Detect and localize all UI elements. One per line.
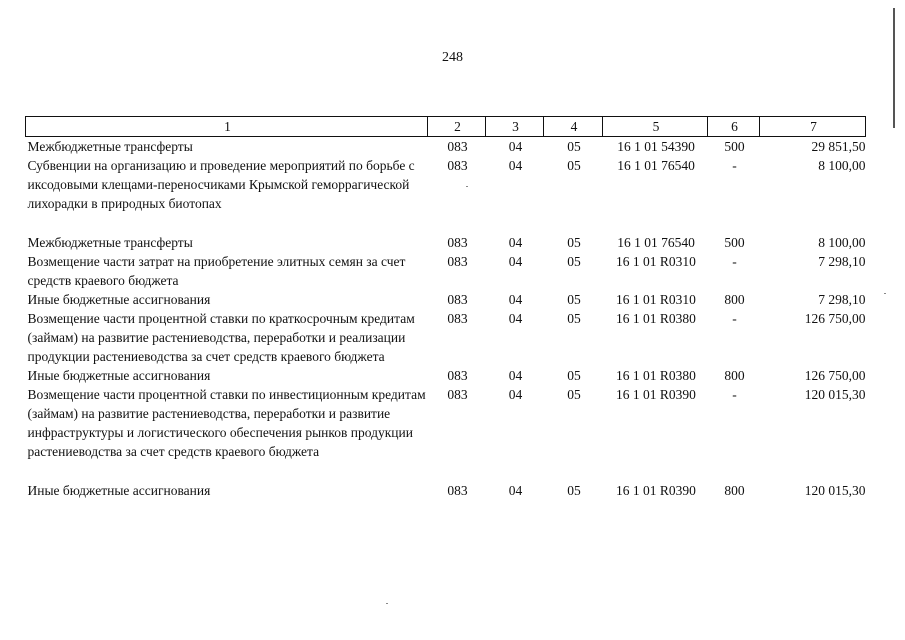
row-name: Иные бюджетные ассигнования bbox=[27, 368, 211, 383]
cell-c4: 05 bbox=[567, 235, 581, 250]
cell-c2: 083 bbox=[447, 235, 468, 250]
table-row bbox=[26, 290, 866, 309]
row-name: Межбюджетные трансферты bbox=[27, 139, 193, 154]
cell-c2: 083 bbox=[447, 387, 468, 402]
cell-c3: 04 bbox=[508, 254, 523, 269]
cell-c6: 500 bbox=[724, 235, 745, 250]
cell-c2: 083 bbox=[447, 311, 468, 326]
cell-c6: - bbox=[732, 387, 737, 402]
cell-c5: 16 1 01 R0380 bbox=[616, 311, 696, 326]
cell-amount: 8 100,00 bbox=[818, 235, 866, 250]
cell-amount: 7 298,10 bbox=[818, 292, 866, 307]
cell-amount: 29 851,50 bbox=[811, 139, 866, 154]
cell-c2: 083 bbox=[447, 158, 468, 173]
table-row bbox=[26, 156, 866, 233]
cell-c2: 083 bbox=[447, 254, 468, 269]
cell-c4: 05 bbox=[567, 139, 581, 154]
row-name: Иные бюджетные ассигнования bbox=[27, 292, 211, 307]
table-header-row bbox=[26, 117, 866, 137]
cell-amount: 120 015,30 bbox=[804, 483, 866, 498]
cell-c3: 04 bbox=[508, 158, 523, 173]
cell-c4: 05 bbox=[567, 292, 581, 307]
column-header: 5 bbox=[603, 117, 708, 137]
cell-c4: 05 bbox=[567, 254, 581, 269]
cell-amount: 120 015,30 bbox=[804, 387, 866, 402]
row-name: Межбюджетные трансферты bbox=[27, 235, 193, 250]
cell-amount: 7 298,10 bbox=[818, 254, 866, 269]
table-row bbox=[26, 137, 866, 157]
cell-c5: 16 1 01 76540 bbox=[617, 158, 695, 173]
cell-c4: 05 bbox=[567, 158, 581, 173]
cell-c5: 16 1 01 R0390 bbox=[616, 387, 696, 402]
cell-c5: 16 1 01 76540 bbox=[617, 235, 695, 250]
cell-c6: 500 bbox=[724, 139, 745, 154]
cell-c5: 16 1 01 R0310 bbox=[616, 254, 696, 269]
cell-c3: 04 bbox=[508, 235, 523, 250]
cell-c6: - bbox=[732, 158, 737, 173]
cell-c6: 800 bbox=[724, 483, 745, 498]
cell-c6: - bbox=[732, 254, 737, 269]
table-row bbox=[26, 366, 866, 385]
cell-c2: 083 bbox=[447, 292, 468, 307]
cell-c3: 04 bbox=[508, 292, 523, 307]
table-row bbox=[26, 309, 866, 366]
table-row bbox=[26, 252, 866, 290]
cell-c6: 800 bbox=[724, 292, 745, 307]
cell-c4: 05 bbox=[567, 387, 581, 402]
cell-c2: 083 bbox=[447, 483, 468, 498]
cell-amount: 8 100,00 bbox=[818, 158, 866, 173]
cell-c3: 04 bbox=[508, 311, 523, 326]
scan-speck bbox=[884, 293, 886, 294]
row-name: Иные бюджетные ассигнования bbox=[27, 483, 211, 498]
cell-c6: - bbox=[732, 311, 737, 326]
cell-amount: 126 750,00 bbox=[804, 311, 866, 326]
table-row bbox=[26, 481, 866, 500]
row-name: Возмещение части затрат на приобретение элитных семян за счет средств краевого бюджета bbox=[27, 254, 406, 288]
cell-c5: 16 1 01 R0310 bbox=[616, 292, 696, 307]
cell-c5: 16 1 01 R0380 bbox=[616, 368, 696, 383]
column-header: 6 bbox=[708, 117, 760, 137]
budget-table bbox=[25, 116, 866, 500]
cell-c2: 083 bbox=[447, 139, 468, 154]
cell-c5: 16 1 01 R0390 bbox=[616, 483, 696, 498]
row-name: Возмещение части процентной ставки по краткосрочным кредитам (займам) на развитие растениеводства, переработки и реализации продукции растениеводства за счет средств краевого бюджета bbox=[27, 311, 415, 364]
table-row bbox=[26, 233, 866, 252]
column-header: 3 bbox=[486, 117, 544, 137]
column-header: 7 bbox=[760, 117, 866, 137]
cell-c4: 05 bbox=[567, 311, 581, 326]
cell-c3: 04 bbox=[508, 387, 523, 402]
cell-c4: 05 bbox=[567, 483, 581, 498]
row-name: Возмещение части процентной ставки по инвестиционным кредитам (займам) на развитие растениеводства, переработки и развитие инфраструктуры и логистического обеспечения рынков продукции растениеводства за счет средств краевого бюджета bbox=[27, 387, 426, 459]
page-number: 248 bbox=[442, 50, 463, 65]
cell-c4: 05 bbox=[567, 368, 581, 383]
cell-c2: 083 bbox=[447, 368, 468, 383]
cell-c3: 04 bbox=[508, 139, 523, 154]
cell-c3: 04 bbox=[508, 483, 523, 498]
scan-edge-line bbox=[893, 8, 895, 128]
row-name: Субвенции на организацию и проведение мероприятий по борьбе с иксодовыми клещами-переносчиками Крымской геморрагической лихорадки в природных биотопах bbox=[27, 158, 415, 211]
table-row bbox=[26, 385, 866, 481]
cell-c5: 16 1 01 54390 bbox=[617, 139, 695, 154]
column-header: 1 bbox=[26, 117, 428, 137]
cell-c3: 04 bbox=[508, 368, 523, 383]
column-header: 2 bbox=[428, 117, 486, 137]
scan-speck bbox=[386, 603, 388, 604]
column-header: 4 bbox=[544, 117, 603, 137]
cell-c6: 800 bbox=[724, 368, 745, 383]
cell-amount: 126 750,00 bbox=[804, 368, 866, 383]
